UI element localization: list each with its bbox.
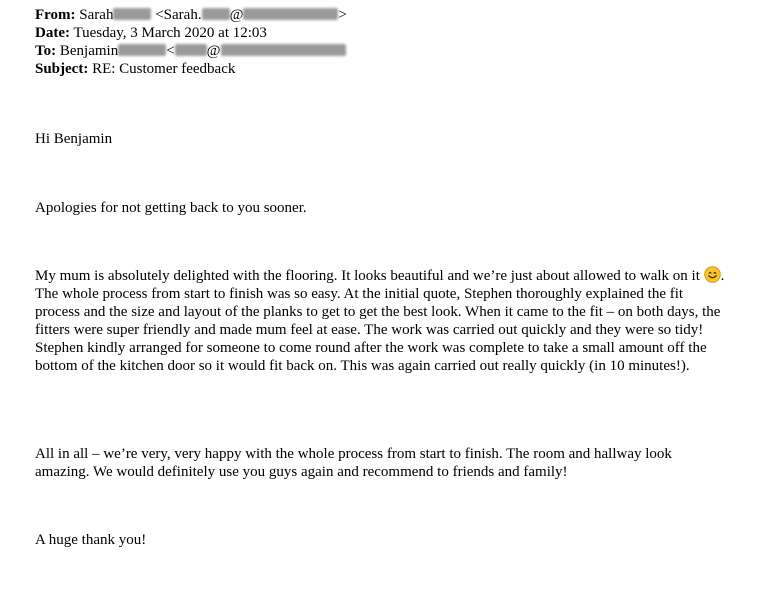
from-name: Sarah [79,7,114,23]
redacted-email-user [202,8,230,20]
email-header [35,6,735,78]
redacted-recipient-surname [118,44,166,56]
from-email-at: @ [229,7,244,23]
redacted-recipient-user [175,44,207,56]
feedback-text-end: . The whole process from start to finish was so easy. At the initial quote, Stephen thoroughly explained the fit process and the size and layout of the planks to get to get the best look. When it came to the fit – on both days, the fitters were super friendly and made mum feel at ease. The work was carried out quickly and they were so tidy! Stephen kindly arranged for someone to come round after the work was complete to take a small amount off the bottom of the kitchen door so it would fit back on. This was again carried out really quickly (in 10 minutes!). [35,268,725,375]
date-value: Tuesday, 3 March 2020 at 12:03 [73,25,267,41]
from-email-end: > [338,7,347,23]
redacted-surname [113,8,151,20]
from-line [35,6,735,24]
from-label: From: [35,7,76,23]
date-line [35,24,735,42]
redacted-email-domain [243,8,338,20]
date-label: Date: [35,25,70,41]
apology-paragraph: Apologies for not getting back to you sooner. [35,200,307,216]
greeting: Hi Benjamin [35,131,113,147]
to-email-at: @ [206,43,221,59]
subject-value: RE: Customer feedback [92,61,236,77]
feedback-paragraph [35,266,725,376]
subject-label: Subject: [35,61,89,77]
to-line [35,42,735,60]
smiley-icon [704,266,721,283]
subject-line [35,60,735,78]
summary-paragraph: All in all – we’re very, very happy with the whole process from start to finish. The room and hallway look amazing. We would definitely use you guys again and recommend to friends and family! [35,446,672,481]
to-label: To: [35,43,57,59]
closing-line: A huge thank you! [35,532,147,548]
to-email-open: < [166,43,175,59]
feedback-text-start: My mum is absolutely delighted with the flooring. It looks beautiful and we’re just about allowed to walk on it [35,268,704,284]
redacted-recipient-domain [221,44,346,56]
from-email-start: <Sarah. [155,7,202,23]
to-name: Benjamin [59,43,119,59]
